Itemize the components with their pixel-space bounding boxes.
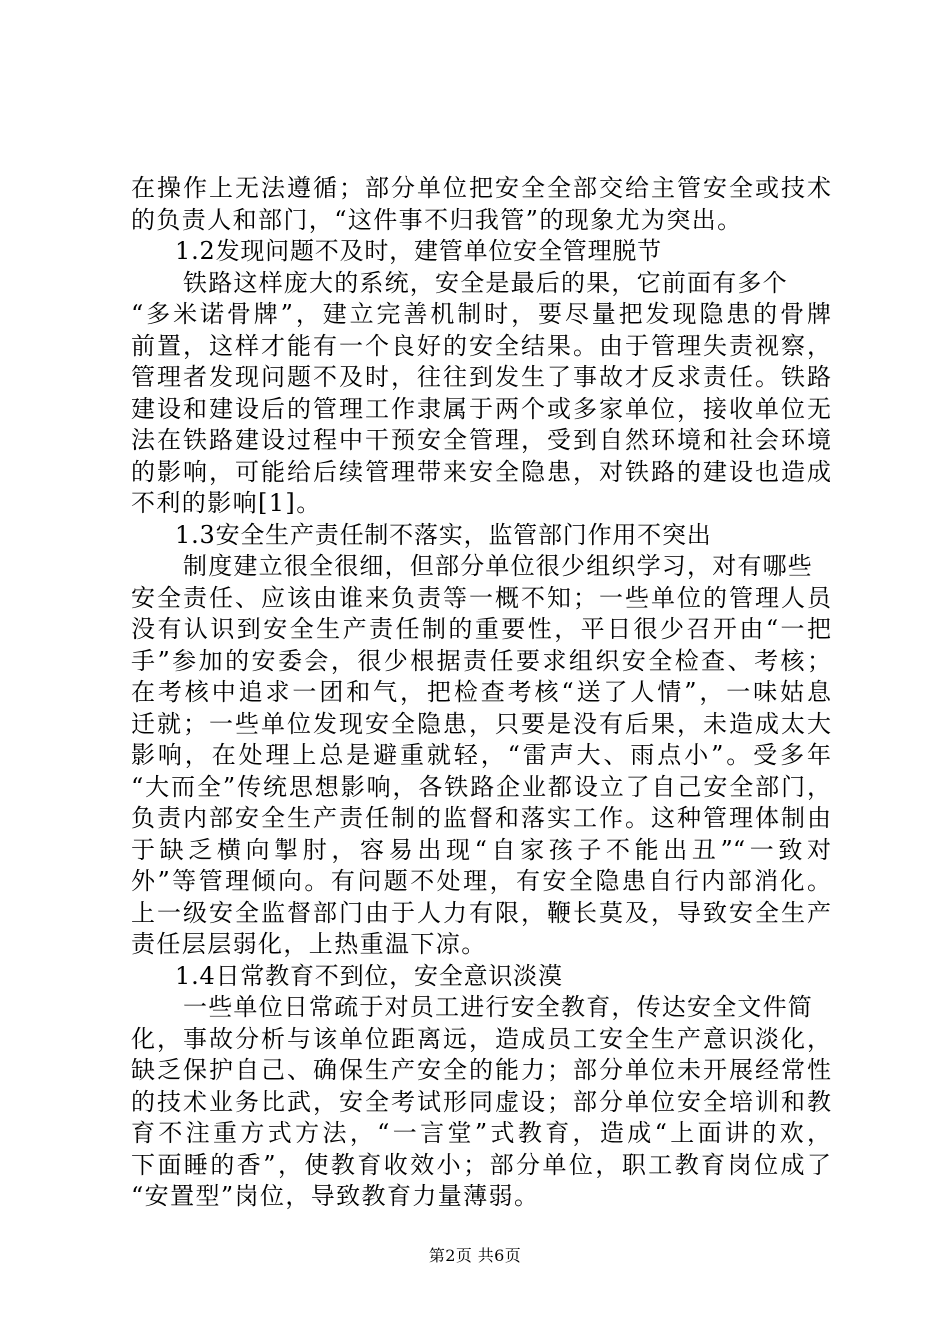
body-line: 影响，在处理上总是避重就轻，“雷声大、雨点小”。受多年 <box>131 741 831 769</box>
body-line: 手”参加的安委会，很少根据责任要求组织安全检查、考核； <box>131 646 831 675</box>
body-line: 迁就；一些单位发现安全隐患，只要是没有后果，未造成太大 <box>131 709 831 738</box>
body-line: 于缺乏横向掣肘，容易出现“自家孩子不能出丑”“一致对 <box>131 835 831 864</box>
body-line: 负责内部安全生产责任制的监督和落实工作。这种管理体制由 <box>131 804 831 832</box>
section-heading-1-4: 1.4日常教育不到位，安全意识淡漠 <box>175 961 563 990</box>
paragraph-start-line: 铁路这样庞大的系统，安全是最后的果，它前面有多个 <box>183 268 788 297</box>
section-heading-1-2: 1.2发现问题不及时，建管单位安全管理脱节 <box>175 237 662 265</box>
body-line: 责任层层弱化，上热重温下凉。 <box>131 930 487 958</box>
body-line: “大而全”传统思想影响，各铁路企业都设立了自己安全部门， <box>131 772 831 801</box>
body-line: 没有认识到安全生产责任制的重要性，平日很少召开由“一把 <box>131 615 831 643</box>
section-heading-1-3: 1.3安全生产责任制不落实，监管部门作用不突出 <box>175 520 712 549</box>
body-line: 缺乏保护自己、确保生产安全的能力；部分单位未开展经常性 <box>131 1056 831 1084</box>
body-line: 的影响，可能给后续管理带来安全隐患，对铁路的建设也造成 <box>131 457 831 486</box>
body-line: 的负责人和部门，“这件事不归我管”的现象尤为突出。 <box>131 205 743 234</box>
body-line: 安全责任、应该由谁来负责等一概不知；一些单位的管理人员 <box>131 583 831 612</box>
body-line: “安置型”岗位，导致教育力量薄弱。 <box>131 1182 540 1210</box>
body-line: 上一级安全监督部门由于人力有限，鞭长莫及，导致安全生产 <box>131 898 831 927</box>
body-line: 前置，这样才能有一个良好的安全结果。由于管理失责视察， <box>131 331 831 360</box>
body-line: 的技术业务比武，安全考试形同虚设；部分单位安全培训和教 <box>131 1087 831 1116</box>
body-line: 在考核中追求一团和气，把检查考核“送了人情”，一味姑息 <box>131 678 831 706</box>
body-line: 法在铁路建设过程中干预安全管理，受到自然环境和社会环境 <box>131 426 831 454</box>
body-line: 建设和建设后的管理工作隶属于两个或多家单位，接收单位无 <box>131 394 831 423</box>
body-line: 化，事故分析与该单位距离远，造成员工安全生产意识淡化， <box>131 1024 831 1053</box>
body-line: 管理者发现问题不及时，往往到发生了事故才反求责任。铁路 <box>131 363 831 391</box>
document-body <box>131 173 831 1213</box>
page-number-footer: 第2页 共6页 <box>428 1246 522 1265</box>
paragraph-start-line: 制度建立很全很细，但部分单位很少组织学习，对有哪些 <box>183 552 813 580</box>
paragraph-start-line: 一些单位日常疏于对员工进行安全教育，传达安全文件简 <box>183 993 813 1021</box>
body-line: 外”等管理倾向。有问题不处理，有安全隐患自行内部消化。 <box>131 867 831 895</box>
body-line: 在操作上无法遵循；部分单位把安全全部交给主管安全或技术 <box>131 174 831 202</box>
body-line: “多米诺骨牌”，建立完善机制时，要尽量把发现隐患的骨牌 <box>131 300 831 328</box>
body-line: 不利的影响[1]。 <box>131 489 322 517</box>
body-line: 育不注重方式方法，“一言堂”式教育，造成“上面讲的欢， <box>131 1119 831 1147</box>
body-line: 下面睡的香”，使教育收效小；部分单位，职工教育岗位成了 <box>131 1150 831 1179</box>
